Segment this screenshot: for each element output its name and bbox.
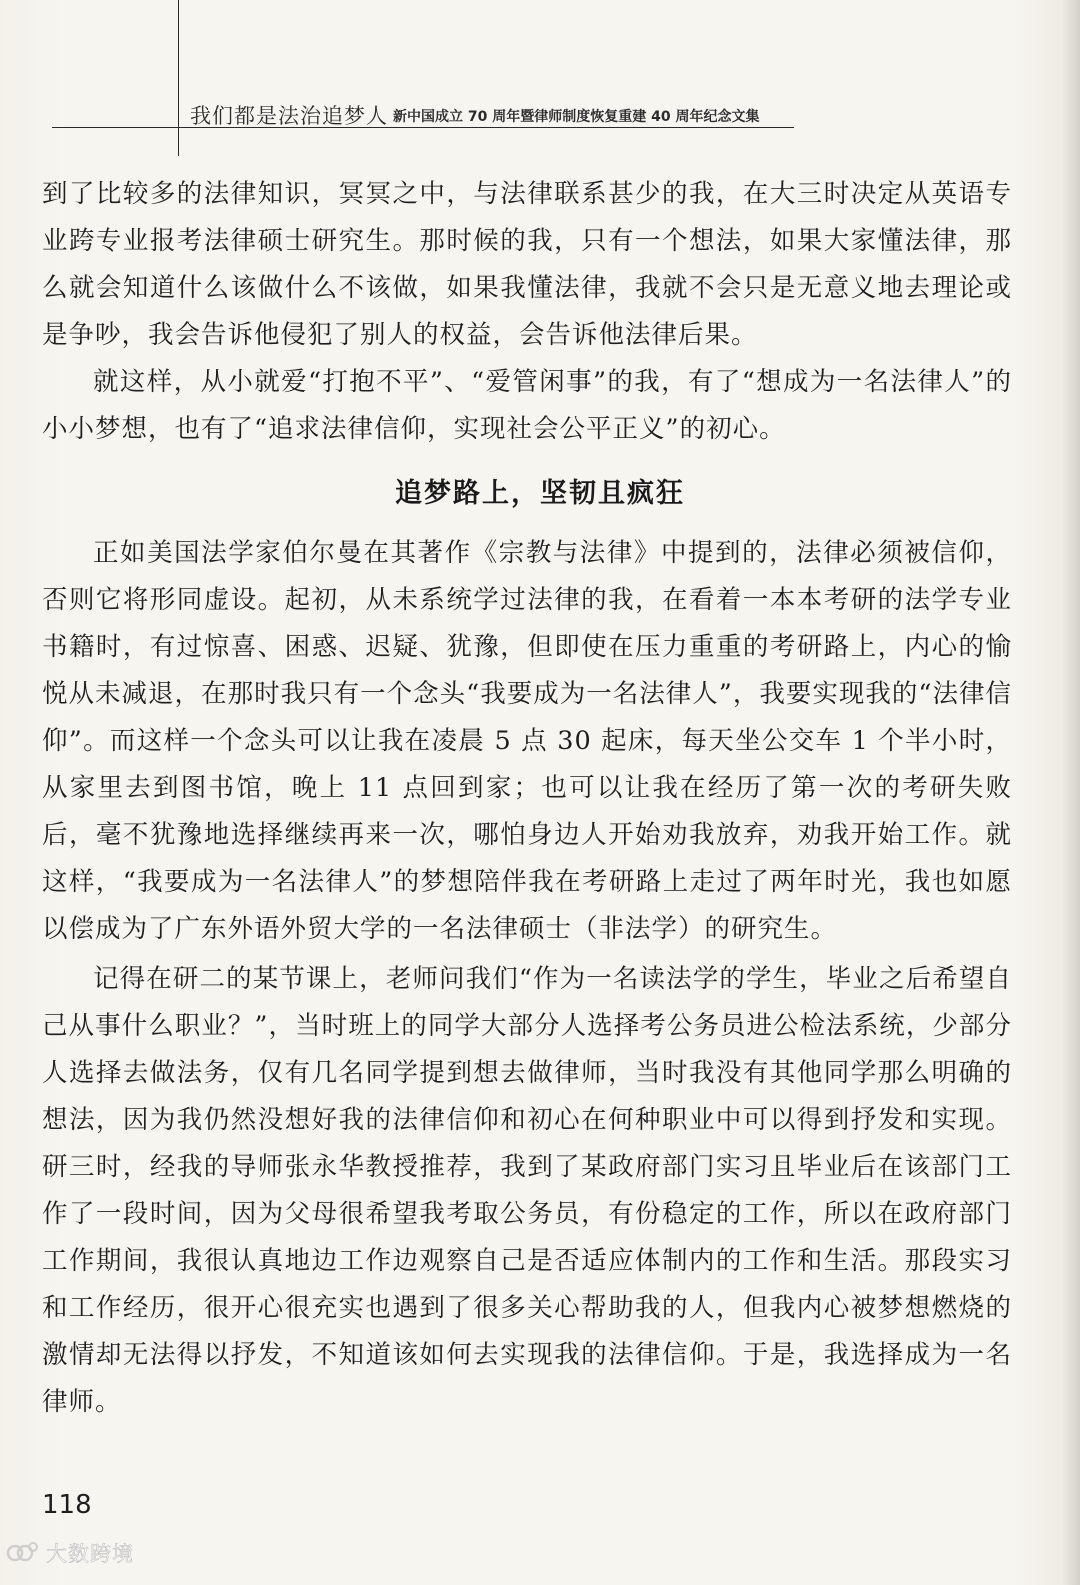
brand-logo-icon <box>6 1538 40 1568</box>
page-number: 118 <box>42 1490 92 1520</box>
paragraph: 正如美国法学家伯尔曼在其著作《宗教与法律》中提到的，法律必须被信仰，否则它将形同虚设。起初，从未系统学过法律的我，在看着一本本考研的法学专业书籍时，有过惊喜、困惑、迟疑、犹豫，但即使在压力重重的考研路上，内心的愉悦从未减退，在那时我只有一个念头“我要成为一名法律人”，我要实现我的“法律信仰”。而这样一个念头可以让我在凌晨 5 点 30 起床，每天坐公交车 1 个半小时，从家里去到图书馆，晚上 11 点回到家；也可以让我在经历了第一次的考研失败后，毫不犹豫地选择继续再来一次，哪怕身边人开始劝我放弃，劝我开始工作。就这样，“我要成为一名法律人”的梦想陪伴我在考研路上走过了两年时光，我也如愿以偿成为了广东外语外贸大学的一名法律硕士（非法学）的研究生。 <box>42 538 1012 944</box>
section-heading: 追梦路上，坚韧且疯狂 <box>395 478 685 509</box>
body-text-after-section <box>42 530 1012 1426</box>
header-horizontal-rule <box>52 127 794 128</box>
body-text-before-section <box>42 171 1012 453</box>
paragraph: 记得在研二的某节课上，老师问我们“作为一名读法学的学生，毕业之后希望自己从事什么职业？”，当时班上的同学大部分人选择考公务员进公检法系统，少部分人选择去做法务，仅有几名同学提到想去做律师，当时我没有其他同学那么明确的想法，因为我仍然没想好我的法律信仰和初心在何种职业中可以得到抒发和实现。研三时，经我的导师张永华教授推荐，我到了某政府部门实习且毕业后在该部门工作了一段时间，因为父母很希望我考取公务员，有份稳定的工作，所以在政府部门工作期间，我很认真地边工作边观察自己是否适应体制内的工作和生活。那段实习和工作经历，很开心很充实也遇到了很多关心帮助我的人，但我内心被梦想燃烧的激情却无法得以抒发，不知道该如何去实现我的法律信仰。于是，我选择成为一名律师。 <box>42 964 1012 1417</box>
paragraph: 到了比较多的法律知识，冥冥之中，与法律联系甚少的我，在大三时决定从英语专业跨专业报考法律硕士研究生。那时候的我，只有一个想法，如果大家懂法律，那么就会知道什么该做什么不该做，如果我懂法律，我就不会只是无意义地去理论或是争吵，我会告诉他侵犯了别人的权益，会告诉他法律后果。 <box>42 179 1012 350</box>
page-gutter-shadow <box>1062 0 1080 1585</box>
header-vertical-rule <box>178 0 179 156</box>
watermark <box>6 1538 134 1568</box>
running-header-series-title: 新中国成立 70 周年暨律师制度恢复重建 40 周年纪念文集 <box>393 109 760 125</box>
watermark-text: 大数跨境 <box>46 1542 134 1566</box>
paragraph: 就这样，从小就爱“打抱不平”、“爱管闲事”的我，有了“想成为一名法律人”的小小梦想，也有了“追求法律信仰，实现社会公平正义”的初心。 <box>42 367 1012 444</box>
running-header-book-title: 我们都是法治追梦人 <box>190 104 388 128</box>
